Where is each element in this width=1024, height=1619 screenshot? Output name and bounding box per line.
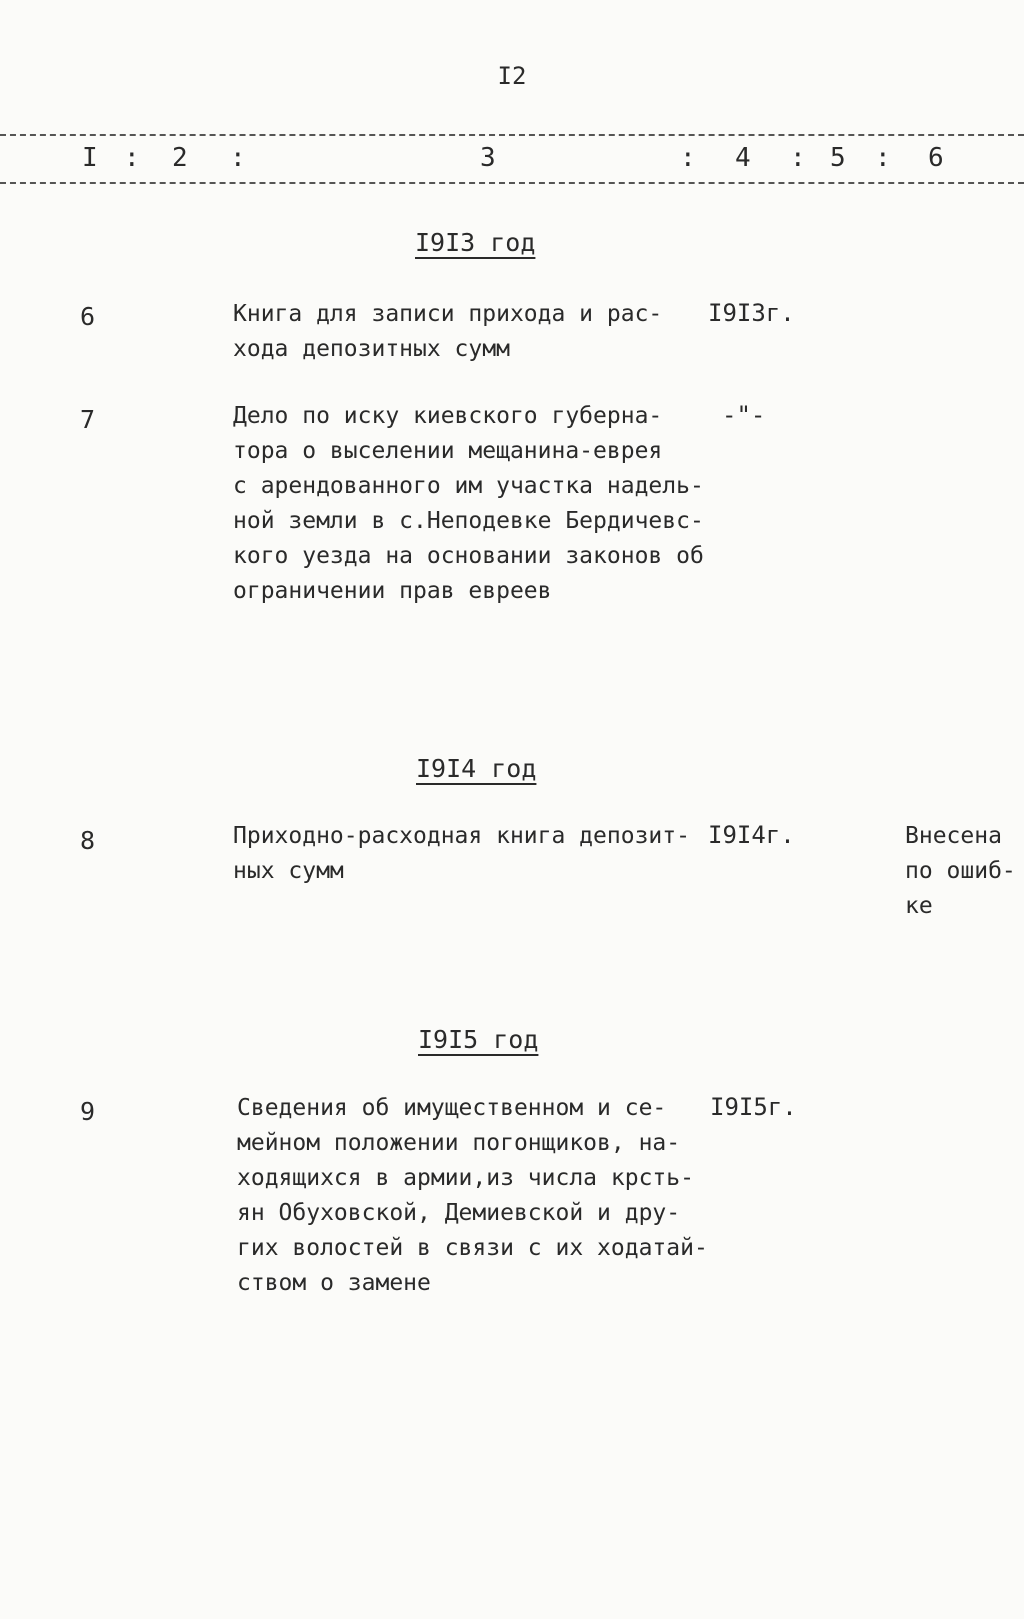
- entry-date: I9I3г.: [708, 299, 795, 327]
- description-line: Приходно-расходная книга депозит-: [233, 823, 690, 849]
- description-line: Книга для записи прихода и рас-: [233, 301, 663, 327]
- column-5-header: 5: [830, 143, 846, 173]
- description-line: кого уезда на основании законов об: [233, 543, 704, 569]
- entry-note: [905, 819, 1020, 924]
- entry-description: [233, 819, 733, 889]
- column-separator: :: [790, 143, 806, 173]
- entry-number: 6: [80, 302, 96, 331]
- year-heading: I9I5 год: [418, 1025, 539, 1054]
- description-line: гих волостей в связи с их ходатай-: [237, 1235, 708, 1261]
- entry-number: 9: [80, 1097, 96, 1126]
- description-line: ян Обуховской, Демиевской и дру-: [237, 1200, 681, 1226]
- column-separator: :: [230, 143, 246, 173]
- description-line: с арендованного им участка надель-: [233, 473, 704, 499]
- description-line: мейном положении погонщиков, на-: [237, 1130, 681, 1156]
- note-line: ке: [905, 893, 933, 919]
- column-6-header: 6: [928, 143, 944, 173]
- column-separator: :: [680, 143, 696, 173]
- page-number: I2: [497, 62, 527, 90]
- description-line: ограничении прав евреев: [233, 578, 552, 604]
- entry-number: 7: [80, 405, 96, 434]
- description-line: Дело по иску киевского губерна-: [233, 403, 663, 429]
- description-line: ходящихся в армии,из числа крсть-: [237, 1165, 694, 1191]
- entry-description: [237, 1091, 737, 1301]
- description-line: хода депозитных сумм: [233, 336, 510, 362]
- header-top-rule: [0, 134, 1024, 136]
- entry-number: 8: [80, 826, 96, 855]
- description-line: тора о выселении мещанина-еврея: [233, 438, 663, 464]
- entry-date: -"-: [722, 401, 766, 429]
- note-line: Внесена: [905, 823, 1002, 849]
- column-1-header: I: [82, 143, 98, 173]
- year-heading: I9I3 год: [415, 228, 536, 257]
- year-heading: I9I4 год: [416, 754, 537, 783]
- entry-date: I9I4г.: [708, 821, 795, 849]
- description-line: ной земли в с.Неподевке Бердичевс-: [233, 508, 704, 534]
- column-separator: :: [875, 143, 891, 173]
- header-bottom-rule: [0, 182, 1024, 184]
- column-separator: :: [124, 143, 140, 173]
- column-3-header: 3: [480, 143, 496, 173]
- entry-date: I9I5г.: [710, 1093, 797, 1121]
- column-4-header: 4: [735, 143, 751, 173]
- entry-description: [233, 297, 733, 367]
- description-line: ных сумм: [233, 858, 344, 884]
- description-line: Сведения об имущественном и се-: [237, 1095, 667, 1121]
- column-2-header: 2: [172, 143, 188, 173]
- entry-description: [233, 399, 733, 609]
- description-line: ством о замене: [237, 1270, 431, 1296]
- note-line: по ошиб-: [905, 858, 1016, 884]
